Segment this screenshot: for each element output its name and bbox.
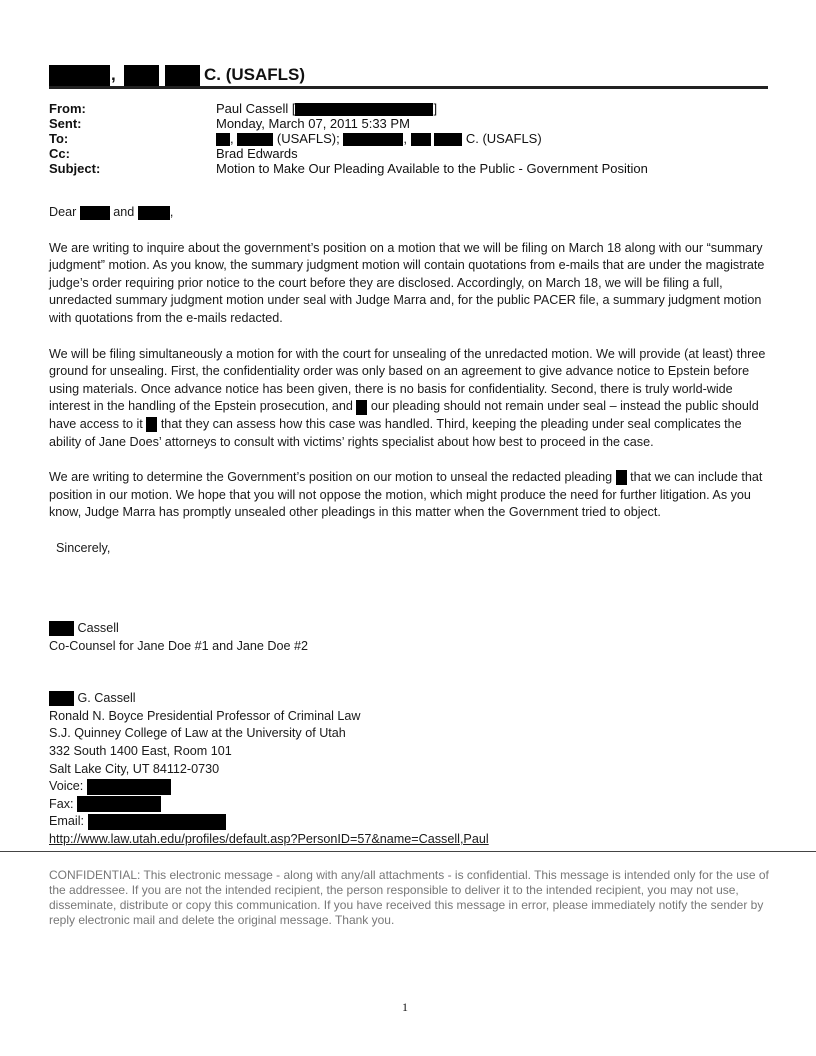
signature-block xyxy=(49,620,769,849)
redaction-block xyxy=(77,796,161,812)
redaction-block xyxy=(49,691,74,706)
header-comma: , xyxy=(111,65,116,84)
email-label: Email: xyxy=(49,814,84,829)
signature-address: 332 South 1400 East, Room 101 xyxy=(49,743,232,758)
subject-row xyxy=(49,161,768,176)
redaction-block xyxy=(87,779,171,795)
to-value xyxy=(216,131,542,146)
closing: Sincerely, xyxy=(56,540,111,555)
signature-url[interactable] xyxy=(49,831,769,849)
cc-value: Brad Edwards xyxy=(216,146,298,161)
redaction-block xyxy=(124,65,159,86)
to-label: To: xyxy=(49,131,69,146)
signature-surname: Cassell xyxy=(77,621,119,635)
paragraph-3-part: that we can include that position in our motion. We hope that you will not oppose the motion, which might produce the need for further litigation. As you know, Judge Marra has promptly unsealed other pleadings in this matter when the Government tried to object. xyxy=(49,470,763,520)
signature-fullname xyxy=(49,690,769,708)
salutation xyxy=(49,204,769,222)
subject-label: Subject: xyxy=(49,161,101,176)
to-org: C. (USAFLS) xyxy=(465,131,542,146)
signature-title: Ronald N. Boyce Presidential Professor of Criminal Law xyxy=(49,708,361,723)
signature-college: S.J. Quinney College of Law at the University of Utah xyxy=(49,726,346,741)
to-row xyxy=(49,131,768,146)
page-number: 1 xyxy=(402,1000,408,1014)
paragraph-2-part: that they can assess how this case was handled. Third, keeping the pleading under seal complicates the ability of Jane Does’ attorneys to consult with victims’ rights specialist about how best to proceed in the case. xyxy=(49,416,742,449)
signature-cocounsel: Co-Counsel for Jane Doe #1 and Jane Doe #2 xyxy=(49,638,309,653)
redaction-block xyxy=(216,133,230,146)
header-rule xyxy=(49,86,768,89)
redaction-block xyxy=(411,133,431,146)
sent-value: Monday, March 07, 2011 5:33 PM xyxy=(216,116,410,131)
redaction-block xyxy=(80,206,110,220)
paragraph-1: We are writing to inquire about the government’s position on a motion that we will be filing on March 18 along with our “summary judgment” motion. As you know, the summary judgment motion will contain quotations from e-mails that are under the magistrate judge’s order requiring prior notice to the court before they are disclosed. Accordingly, on March 18, we will be filing a full, unredacted summary judgment motion under seal with Judge Marra and, for the public PACER file, a summary judgment motion with quotations from the e-mails redacted. xyxy=(49,240,765,325)
from-row xyxy=(49,101,768,116)
divider xyxy=(0,851,816,852)
email-meta xyxy=(49,101,768,176)
subject-value: Motion to Make Our Pleading Available to the Public - Government Position xyxy=(216,161,648,176)
paragraph-3 xyxy=(49,469,769,522)
redaction-block xyxy=(343,133,403,146)
to-comma: , xyxy=(230,131,234,146)
email-body xyxy=(49,204,769,558)
from-value xyxy=(216,101,437,116)
redaction-block xyxy=(49,65,110,86)
to-org: (USAFLS); xyxy=(276,131,340,146)
confidentiality-notice: CONFIDENTIAL: This electronic message - along with any/all attachments - is confidential. This message is intended only for the use of the addressee. If you are not the intended recipient, the person responsible to deliver it to the intended recipient, you may not use, disseminate, distribute or copy this communication. If you have received this message in error, please immediately notify the sender by reply electronic mail and delete the original message. Thank you. xyxy=(49,868,769,927)
redaction-block xyxy=(88,814,226,830)
redaction-block xyxy=(237,133,273,146)
salutation-dear: Dear xyxy=(49,205,77,219)
signature-email xyxy=(49,813,769,831)
signature-fax xyxy=(49,796,769,814)
from-close: ] xyxy=(433,101,438,116)
cc-label: Cc: xyxy=(49,146,70,161)
redaction-block xyxy=(295,103,433,116)
redaction-block xyxy=(49,621,74,636)
to-comma: , xyxy=(403,131,407,146)
redaction-block xyxy=(434,133,462,146)
from-label: From: xyxy=(49,101,86,116)
redaction-block xyxy=(165,65,200,86)
email-header-title xyxy=(49,63,768,87)
sent-row xyxy=(49,116,768,131)
redaction-block xyxy=(356,400,367,415)
salutation-and: and xyxy=(113,205,135,219)
paragraph-2-part: We will be filing simultaneously a motion for with the court for unsealing of the unredacted motion. We will provide (at least) three ground for unsealing. First, the confidentiality order was only based on an agreement to give advance notice to Epstein before using materials. Once advance notice has been given, there is no basis for confidentiality. Second, there is truly world-wide interest in the handling of the Epstein prosecution, and xyxy=(49,346,766,414)
signature-voice xyxy=(49,778,769,796)
signature-name2: G. Cassell xyxy=(77,691,136,706)
paragraph-2 xyxy=(49,346,769,452)
fax-label: Fax: xyxy=(49,796,74,811)
sent-label: Sent: xyxy=(49,116,82,131)
redaction-block xyxy=(616,470,627,485)
redaction-block xyxy=(138,206,170,220)
signature-city: Salt Lake City, UT 84112-0730 xyxy=(49,761,220,776)
paragraph-2-part: our pleading should not remain under seal – instead the public should have access to it xyxy=(49,399,759,431)
from-name: Paul Cassell [ xyxy=(216,101,296,116)
cc-row xyxy=(49,146,768,161)
signature-name xyxy=(49,620,769,638)
voice-label: Voice: xyxy=(49,779,84,794)
paragraph-3-part: We are writing to determine the Government’s position on our motion to unseal the redacted pleading xyxy=(49,470,613,485)
header-title-text: C. (USAFLS) xyxy=(204,65,306,84)
salutation-comma: , xyxy=(169,205,174,219)
profile-link[interactable]: http://www.law.utah.edu/profiles/default.asp?PersonID=57&name=Cassell,Paul xyxy=(49,831,489,846)
redaction-block xyxy=(146,417,157,432)
